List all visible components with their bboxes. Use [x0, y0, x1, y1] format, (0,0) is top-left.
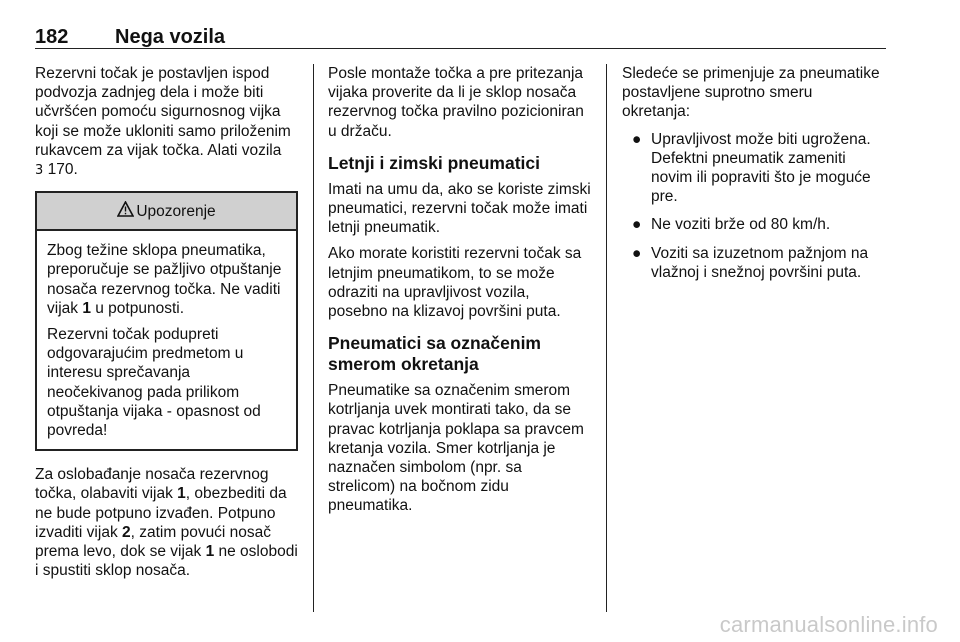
text-line: odraziti na upravljivost vozila,	[328, 283, 530, 301]
bullet-icon: ●	[632, 244, 642, 262]
text-line: rezervnog točka pravilno pozicioniran	[328, 103, 584, 121]
bolt-number: 1	[82, 299, 91, 317]
text-line: Imati na umu da, ako se koriste zimski	[328, 180, 591, 198]
column-2	[328, 64, 590, 516]
text-line: vijaka proverite da li je sklop nosača	[328, 84, 577, 102]
page-reference[interactable]	[35, 160, 298, 180]
text-line	[35, 542, 298, 561]
column-3	[622, 64, 888, 291]
reference-page: 170.	[47, 161, 78, 179]
watermark-link[interactable]: carmanualsonline.info	[719, 612, 938, 637]
warning-triangle-icon	[117, 201, 134, 221]
text-line: otpuštanja vijaka - opasnost od	[47, 402, 261, 420]
warning-box	[35, 191, 298, 451]
text-run: izvaditi vijak	[35, 523, 122, 541]
list-item	[622, 130, 888, 207]
text-line	[47, 299, 286, 318]
text-line: pneumatici, rezervni točak može imati	[328, 200, 588, 218]
text-line: letnji pneumatik.	[328, 219, 441, 237]
page-number: 182	[35, 26, 69, 48]
text-line: okretanja:	[622, 103, 691, 121]
bolt-number: 1	[177, 485, 186, 503]
text-line: Defektni pneumatik zameniti	[651, 149, 846, 167]
opposite-direction-intro	[622, 64, 888, 122]
text-line: rukavcem za vijak točka. Alati vozila	[35, 141, 282, 159]
bullet-list	[622, 130, 888, 282]
text-line: pneumatika.	[328, 497, 413, 515]
text-run: u potpunosti.	[90, 299, 185, 317]
text-line: strelicom) na bočnom zidu	[328, 478, 509, 496]
text-line: posebno na klizavoj površini puta.	[328, 303, 561, 321]
text-line: neočekivanog pada prilikom	[47, 383, 240, 401]
page-header	[35, 22, 886, 48]
warning-title: Upozorenje	[136, 202, 216, 220]
text-line: postavljene suprotno smeru	[622, 84, 813, 102]
text-run: prema levo, dok se vijak	[35, 543, 206, 561]
section-heading-summer-winter: Letnji i zimski pneumatici	[328, 152, 540, 173]
bullet-icon: ●	[632, 130, 642, 148]
header-rule	[35, 48, 886, 49]
text-line: Upravljivost može biti ugrožena.	[651, 130, 871, 148]
list-item	[622, 244, 888, 282]
text-line	[35, 484, 298, 503]
text-line: Ne voziti brže od 80 km/h.	[651, 216, 831, 234]
text-line: Za oslobađanje nosača rezervnog	[35, 466, 269, 484]
text-line: Sledeće se primenjuje za pneumatike	[622, 65, 880, 82]
bullet-icon: ●	[632, 216, 642, 234]
text-line: Rezervni točak podupreti	[47, 326, 219, 344]
text-line: u držaču.	[328, 122, 392, 140]
column-divider-1	[313, 64, 314, 612]
text-line: Pneumatike sa označenim smerom	[328, 382, 571, 400]
text-line: pravac kotrljanja poklapa sa pravcem	[328, 420, 584, 438]
directional-paragraph	[328, 381, 590, 515]
text-line: letnjim pneumatikom, to se može	[328, 264, 555, 282]
text-line: naznačen simbolom (npr. sa	[328, 459, 522, 477]
warning-paragraph-1	[47, 241, 286, 318]
text-run: ne oslobodi	[214, 543, 298, 561]
text-line: kretanja vozila. Smer kotrljanja je	[328, 439, 556, 457]
text-line: vlažnoj i snežnoj površini puta.	[651, 263, 862, 281]
text-line	[35, 523, 298, 542]
text-line: Posle montaže točka a pre pritezanja	[328, 65, 584, 82]
heading-line: smerom okretanja	[328, 354, 479, 375]
text-line: nosača rezervnog točka. Ne vaditi	[47, 280, 281, 298]
text-line: Zbog težine sklopa pneumatika,	[47, 242, 266, 260]
text-line: Ako morate koristiti rezervni točak sa	[328, 245, 582, 263]
page-title: Nega vozila	[115, 26, 226, 48]
column-divider-2	[606, 64, 607, 612]
arrow-reference-icon: 3	[35, 163, 44, 179]
winter-tyre-paragraph	[328, 180, 590, 238]
text-line: interesu sprečavanja	[47, 364, 191, 382]
warning-body	[37, 231, 296, 449]
warning-paragraph-2	[47, 325, 286, 440]
bolt-number: 2	[122, 523, 131, 541]
text-line: koji se može ukloniti samo priloženim	[35, 122, 291, 140]
text-line: Voziti sa izuzetnom pažnjom na	[651, 244, 869, 262]
text-line: novim ili popraviti što je moguće	[651, 169, 871, 187]
warning-header	[37, 193, 296, 231]
text-line: kotrljanja uvek montirati tako, da se	[328, 401, 571, 419]
column-1	[35, 64, 298, 580]
text-run: , zatim povući nosač	[130, 523, 272, 541]
list-item	[622, 215, 888, 234]
text-line: i spustiti sklop nosača.	[35, 562, 191, 580]
text-line: povreda!	[47, 422, 108, 440]
mounting-paragraph	[328, 64, 590, 141]
text-run: vijak	[47, 299, 83, 317]
text-line: preporučuje se pažljivo otpuštanje	[47, 261, 282, 279]
section-heading-directional	[328, 333, 590, 375]
text-run: točka, olabaviti vijak	[35, 485, 178, 503]
heading-line: Pneumatici sa označenim	[328, 333, 541, 354]
bolt-number: 1	[205, 543, 215, 561]
summer-tyre-paragraph	[328, 244, 590, 321]
release-instructions	[35, 465, 298, 580]
text-line: ne bude potpuno izvađen. Potpuno	[35, 504, 276, 522]
text-line: učvršćen pomoću sigurnosnog vijka	[35, 103, 281, 121]
text-line: podvozja zadnjeg dela i može biti	[35, 84, 264, 102]
intro-paragraph	[35, 64, 298, 180]
text-run: , obezbediti da	[185, 485, 287, 503]
text-line: odgovarajućim predmetom u	[47, 345, 244, 363]
text-line: pre.	[651, 188, 678, 206]
text-line: Rezervni točak je postavljen ispod	[35, 65, 270, 82]
